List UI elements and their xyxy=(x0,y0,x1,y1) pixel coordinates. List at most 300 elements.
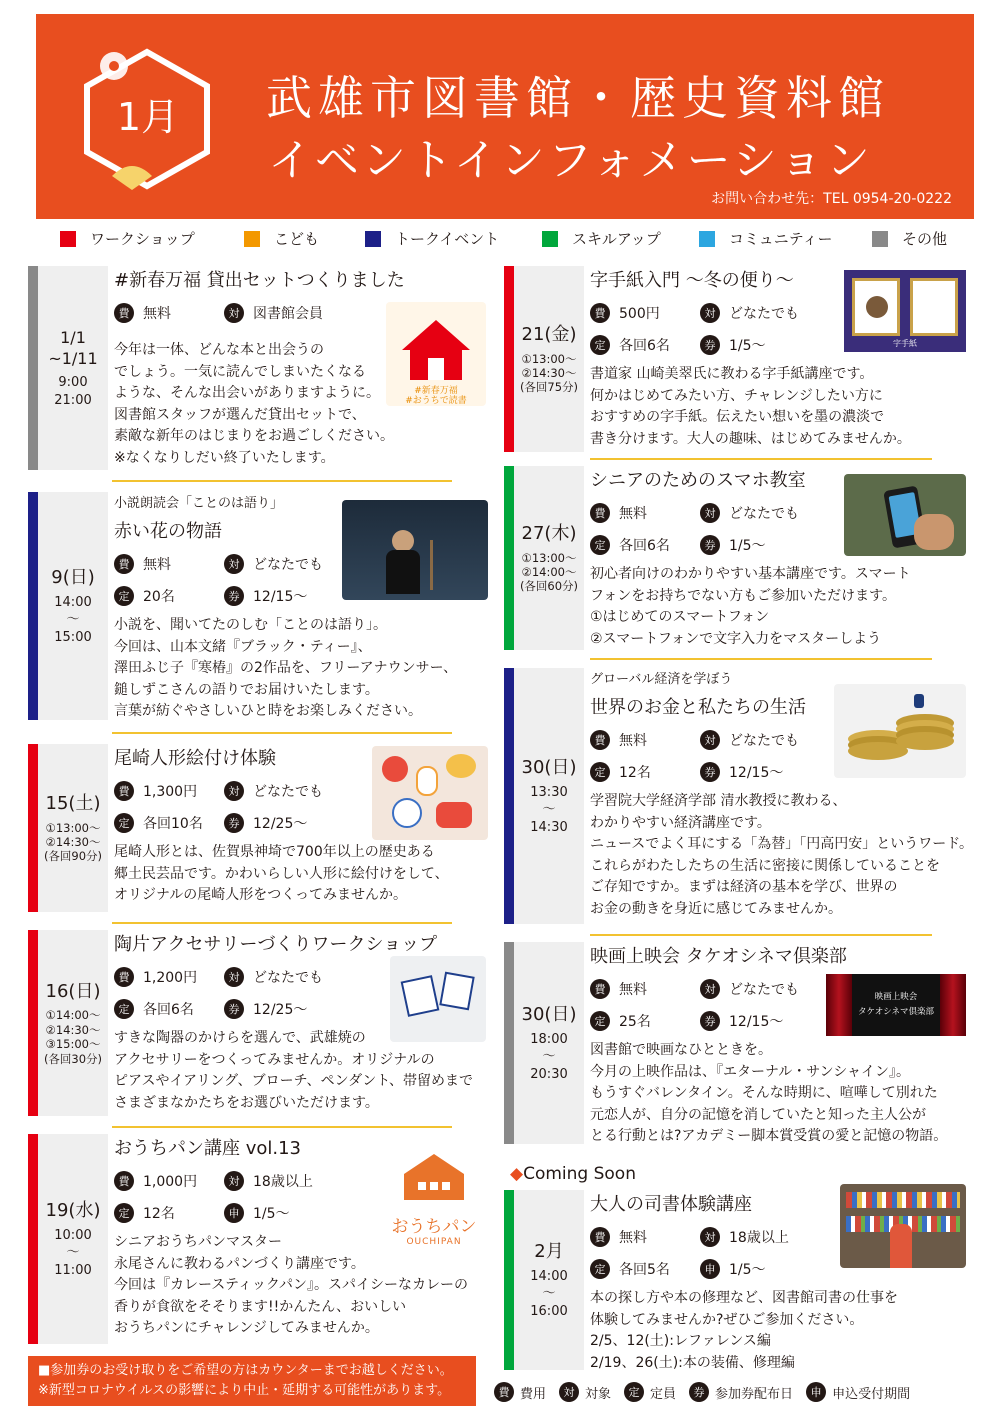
fee-value: 無料 xyxy=(619,733,647,749)
desc-line: お金の動きを身近に感じてみませんか。 xyxy=(590,900,842,917)
fee-item xyxy=(590,730,700,750)
event-description xyxy=(590,564,974,650)
capacity-item xyxy=(114,1203,224,1223)
fee-icon: 費 xyxy=(590,979,610,999)
fee-item xyxy=(114,967,224,987)
header-banner xyxy=(36,14,974,219)
event-description xyxy=(590,1040,974,1148)
event-date-column xyxy=(514,466,584,650)
category-bar xyxy=(28,744,38,912)
event-date: 30(日) xyxy=(521,1003,577,1025)
desc-line: ①はじめてのスマートフォン xyxy=(590,609,770,625)
target-value: どなたでも xyxy=(729,982,799,998)
fee-icon: 費 xyxy=(114,781,134,801)
fee-icon: 費 xyxy=(114,967,134,987)
legend-swatch xyxy=(60,231,76,247)
fee-value: 1,300円 xyxy=(143,784,198,800)
ticket-item xyxy=(224,586,307,606)
event-date: 15(土) xyxy=(45,793,101,815)
fee-item xyxy=(114,781,224,801)
ticket-item xyxy=(224,813,307,833)
event-date: 21(金) xyxy=(521,324,577,346)
notice-box xyxy=(28,1356,476,1406)
icon-key-legend xyxy=(494,1382,979,1402)
capacity-value: 各回6名 xyxy=(619,338,670,354)
event-duration: (各回90分) xyxy=(43,849,103,864)
capacity-value: 25名 xyxy=(619,1014,651,1030)
event-time-start: 14:00 xyxy=(54,594,92,610)
target-item xyxy=(224,1171,313,1191)
ticket-icon: 券 xyxy=(689,1382,709,1402)
desc-line: 今回は『カレースティックパン』。スパイシーなカレーの xyxy=(114,1277,469,1293)
event-card-doll-painting[interactable] xyxy=(28,744,490,912)
category-bar xyxy=(504,1190,514,1370)
legend-label: スキルアップ xyxy=(572,230,661,248)
ticket-value: 12/15〜 xyxy=(729,1014,784,1030)
desc-line: とる行動とは?アカデミー脚本賞受賞の愛と記憶の物語。 xyxy=(590,1128,948,1144)
event-date-column xyxy=(514,1190,584,1370)
desc-line: 学習院大学経済学部 清水教授に教わる、 xyxy=(590,793,847,809)
event-title: #新春万福 貸出セットつくりました xyxy=(114,270,405,291)
page-subtitle: イベントインフォメーション xyxy=(268,135,873,186)
desc-line: シニアおうちパンマスター xyxy=(114,1234,282,1250)
event-description xyxy=(114,842,490,907)
desc-line: 体験してみませんか?ぜひご参加ください。 xyxy=(590,1311,864,1328)
target-icon: 対 xyxy=(224,967,244,987)
event-duration: (各回30分) xyxy=(43,1051,103,1066)
fee-value: 無料 xyxy=(143,557,171,573)
fee-item xyxy=(590,303,700,323)
key-label: 申込受付期間 xyxy=(832,1386,911,1402)
key-capacity xyxy=(624,1382,676,1402)
divider xyxy=(112,480,452,482)
desc-line: 元恋人が、自分の記憶を消していたと知った主人公が xyxy=(590,1106,926,1123)
event-date-column xyxy=(38,930,108,1116)
time-separator: 〜 xyxy=(542,1286,556,1302)
capacity-icon: 定 xyxy=(590,1011,610,1031)
ticket-item xyxy=(700,762,783,782)
capacity-item xyxy=(114,999,224,1019)
event-time-end: 14:30 xyxy=(530,819,568,835)
fee-item xyxy=(590,1227,700,1247)
event-time-slot: ①13:00〜 xyxy=(521,550,577,565)
desc-line: オリジナルの尾崎人形をつくってみませんか。 xyxy=(114,887,408,903)
desc-line: 図書館スタッフが選んだ貸出セットで、 xyxy=(114,406,366,423)
target-item xyxy=(224,303,323,323)
legend-swatch xyxy=(872,231,888,247)
capacity-icon: 定 xyxy=(590,535,610,555)
fee-item xyxy=(114,554,224,574)
event-card-letter-writing[interactable] xyxy=(504,266,974,452)
event-time-slot: ②14:30〜 xyxy=(45,834,101,849)
ticket-value: 12/15〜 xyxy=(729,765,784,781)
target-item xyxy=(700,1227,789,1247)
event-time-start: 13:30 xyxy=(530,784,568,800)
desc-line: 今回は、山本文緒『ブラック・ティー』、 xyxy=(114,638,372,655)
image-caption: 字手紙 xyxy=(893,339,917,348)
ouchipan-logo xyxy=(378,1148,490,1248)
desc-line: ※なくなりしだい終了いたします。 xyxy=(114,449,335,466)
divider xyxy=(590,658,932,660)
target-icon: 対 xyxy=(700,730,720,750)
key-target xyxy=(559,1382,611,1402)
fee-item xyxy=(114,303,224,323)
image-caption: #新春万福 #おうちで読書 xyxy=(405,386,467,406)
image-caption: 映画上映会 タケオシネマ倶楽部 xyxy=(857,992,935,1017)
event-date-column xyxy=(38,492,108,720)
desc-line: わかりやすい経済講座です。 xyxy=(590,814,771,831)
capacity-icon: 定 xyxy=(590,335,610,355)
desc-line: ような、そんな出会いがありますように。 xyxy=(114,385,380,401)
legend-label: トークイベント xyxy=(395,230,500,248)
event-date: 27(木) xyxy=(521,523,577,545)
event-title: 世界のお金と私たちの生活 xyxy=(590,697,806,718)
apply-icon: 申 xyxy=(806,1382,826,1402)
event-time-end: 11:00 xyxy=(54,1262,92,1278)
desc-line: 素敵な新年のはじまりをお過ごしください。 xyxy=(114,428,394,444)
fee-item xyxy=(114,1171,224,1191)
capacity-item xyxy=(590,535,700,555)
capacity-icon: 定 xyxy=(624,1382,644,1402)
event-time-slot: ①13:00〜 xyxy=(45,820,101,835)
clay-dolls-photo xyxy=(372,746,488,840)
divider xyxy=(112,1126,452,1128)
desc-line: 2/5、12(土):レファレンス編 xyxy=(590,1333,771,1349)
desc-line: 書道家 山崎美翠氏に教わる字手紙講座です。 xyxy=(590,366,874,382)
capacity-icon: 定 xyxy=(114,999,134,1019)
coming-soon-heading xyxy=(510,1164,636,1184)
desc-line: これらがわたしたちの生活に密接に関係していることを xyxy=(590,857,940,874)
event-duration: (各回60分) xyxy=(519,579,579,594)
fee-item xyxy=(590,979,700,999)
event-time-slot: ②14:30〜 xyxy=(45,1022,101,1037)
event-time-start: 9:00 xyxy=(58,375,88,391)
fee-icon: 費 xyxy=(590,730,610,750)
legend-label: こども xyxy=(274,230,320,248)
desc-line: おうちパンにチャレンジしてみませんか。 xyxy=(114,1320,379,1336)
category-bar xyxy=(28,1134,38,1344)
cinema-curtain-image xyxy=(826,974,966,1036)
contact-info: お問い合わせ先：TEL 0954-20-0222 xyxy=(711,191,952,207)
divider xyxy=(590,458,932,460)
target-icon: 対 xyxy=(700,979,720,999)
capacity-value: 各回6名 xyxy=(619,538,670,554)
fee-icon: 費 xyxy=(590,1227,610,1247)
category-bar xyxy=(28,930,38,1116)
capacity-value: 12名 xyxy=(143,1206,175,1222)
target-item xyxy=(700,979,799,999)
desc-line: フォンをお持ちでない方もご参加いただけます。 xyxy=(590,587,897,604)
category-bar xyxy=(504,466,514,650)
fee-icon: 費 xyxy=(114,554,134,574)
fee-value: 無料 xyxy=(619,1230,647,1246)
apply-value: 1/5〜 xyxy=(253,1206,290,1222)
desc-line: もうすぐバレンタイン。そんな時期に、喧嘩して別れた xyxy=(590,1085,938,1101)
target-value: 図書館会員 xyxy=(253,306,323,322)
event-date-column xyxy=(514,668,584,924)
ticket-icon: 券 xyxy=(224,813,244,833)
legend-swatch xyxy=(699,231,715,247)
event-title: 赤い花の物語 xyxy=(114,521,222,542)
category-bar xyxy=(504,266,514,452)
event-title: 映画上映会 タケオシネマ倶楽部 xyxy=(590,946,847,967)
ticket-value: 12/25〜 xyxy=(253,1002,308,1018)
fee-icon: 費 xyxy=(590,503,610,523)
desc-line: ニュースでよく耳にする「為替」「円高円安」というワード。 xyxy=(590,836,974,852)
event-date: 30(日) xyxy=(521,756,577,778)
desc-line: おすすめの字手紙。伝えたい想いを墨の濃淡で xyxy=(590,409,885,425)
ticket-item xyxy=(700,335,766,355)
ticket-icon: 券 xyxy=(700,762,720,782)
fee-icon: 費 xyxy=(114,1171,134,1191)
legend-label: その他 xyxy=(902,230,948,248)
desc-line: ピアスやイアリング、ブローチ、ペンダント、帯留めまで xyxy=(114,1073,473,1089)
desc-line: 今月の上映作品は、『エターナル・サンシャイン』。 xyxy=(590,1063,910,1080)
desc-line: 永尾さんに教わるパンづくり講座です。 xyxy=(114,1255,365,1272)
ticket-icon: 券 xyxy=(700,335,720,355)
desc-line: 小説を、聞いてたのしむ「ことのは語り」。 xyxy=(114,617,387,633)
event-card-librarian-experience[interactable] xyxy=(504,1190,974,1370)
target-icon: 対 xyxy=(700,303,720,323)
event-description xyxy=(590,1288,974,1374)
target-item xyxy=(700,503,799,523)
event-time-start: 14:00 xyxy=(530,1268,568,1284)
logo-subtext: OUCHIPAN xyxy=(406,1237,462,1247)
time-separator: 〜 xyxy=(66,612,80,628)
target-item xyxy=(700,303,799,323)
fee-value: 1,000円 xyxy=(143,1174,198,1190)
event-card-bread-class[interactable] xyxy=(28,1134,490,1344)
event-description xyxy=(590,364,974,450)
capacity-item xyxy=(590,335,700,355)
event-time-slot: ①13:00〜 xyxy=(521,351,577,366)
event-card-economy[interactable] xyxy=(504,668,974,924)
logo-text: おうちパン xyxy=(391,1217,477,1237)
event-time-slot: ②14:30〜 xyxy=(521,365,577,380)
desc-line: 本の探し方や本の修理など、図書館司書の仕事を xyxy=(590,1290,898,1306)
divider xyxy=(112,922,452,924)
target-value: どなたでも xyxy=(729,733,799,749)
fee-value: 無料 xyxy=(619,982,647,998)
target-icon: 対 xyxy=(224,781,244,801)
fee-value: 500円 xyxy=(619,306,660,322)
target-icon: 対 xyxy=(224,1171,244,1191)
desc-line: 郷土民芸品です。かわいらしい人形に絵付けをして、 xyxy=(114,865,449,882)
legend-skillup xyxy=(542,228,661,249)
desc-line: ご存知ですか。まずは経済の基本を学び、世界の xyxy=(590,879,898,895)
target-item xyxy=(224,554,323,574)
event-date-column xyxy=(38,744,108,912)
desc-line: 鎚しずこさんの語りでお届けいたします。 xyxy=(114,681,379,698)
event-time-start: 18:00 xyxy=(530,1031,568,1047)
bread-house-icon xyxy=(378,1148,490,1208)
ticket-item xyxy=(700,1011,783,1031)
event-title: 陶片アクセサリーづくりワークショップ xyxy=(114,934,438,955)
coming-soon-label: Coming Soon xyxy=(523,1164,636,1184)
bookshelf-photo xyxy=(840,1184,966,1268)
fee-item xyxy=(590,503,700,523)
fee-icon: 費 xyxy=(590,303,610,323)
key-label: 参加券配布日 xyxy=(715,1386,794,1402)
key-label: 費用 xyxy=(520,1386,547,1402)
coins-photo xyxy=(834,684,966,778)
target-icon: 対 xyxy=(559,1382,579,1402)
event-card-pottery-accessory[interactable] xyxy=(28,930,490,1116)
target-value: どなたでも xyxy=(253,784,323,800)
category-bar xyxy=(504,942,514,1144)
legend-label: コミュニティー xyxy=(729,230,833,248)
ticket-item xyxy=(700,535,766,555)
time-separator: 〜 xyxy=(542,802,556,818)
event-date-column xyxy=(514,942,584,1144)
event-date-column xyxy=(38,1134,108,1344)
capacity-value: 各回5名 xyxy=(619,1262,670,1278)
event-time-slot: ②14:00〜 xyxy=(521,564,577,579)
capacity-item xyxy=(590,1011,700,1031)
event-date: 1/1 xyxy=(60,327,86,347)
event-time-end: 15:00 xyxy=(54,629,92,645)
event-card-smartphone-class[interactable] xyxy=(504,466,974,650)
divider xyxy=(590,934,932,936)
page-title: 武雄市図書館・歴史資料館 xyxy=(266,71,890,125)
capacity-value: 20名 xyxy=(143,589,175,605)
event-title: 大人の司書体験講座 xyxy=(590,1194,752,1215)
event-time-end: 20:30 xyxy=(530,1066,568,1082)
desc-line: 書き分けます。大人の趣味、はじめてみませんか。 xyxy=(590,430,911,447)
notice-line: ■参加券のお受け取りをご希望の方はカウンターまでお越しください。 xyxy=(38,1363,453,1378)
desc-line: 今年は一体、どんな本と出会うの xyxy=(114,342,324,358)
desc-line: 図書館で映画なひとときを。 xyxy=(590,1042,772,1058)
target-value: どなたでも xyxy=(729,506,799,522)
notice-line: ※新型コロナウイルスの影響により中止・延期する可能性があります。 xyxy=(38,1383,451,1398)
event-title: 尾崎人形絵付け体験 xyxy=(114,748,276,769)
category-bar xyxy=(504,668,514,924)
capacity-item xyxy=(590,1259,700,1279)
fee-value: 無料 xyxy=(619,506,647,522)
event-subtitle: 小説朗読会「ことのは語り」 xyxy=(114,496,284,511)
ticket-icon: 券 xyxy=(700,535,720,555)
desc-line: 澤田ふじ子『寒椿』の2作品を、フリーアナウンサー、 xyxy=(114,660,458,676)
desc-line: 香りが食欲をそそります!!かんたん、おいしい xyxy=(114,1298,407,1315)
ticket-item xyxy=(224,999,307,1019)
desc-line: 尾崎人形とは、佐賀県神埼で700年以上の歴史ある xyxy=(114,844,435,860)
ticket-icon: 券 xyxy=(224,586,244,606)
category-bar xyxy=(28,266,38,470)
legend-workshop xyxy=(60,228,195,249)
legend-swatch xyxy=(244,231,260,247)
target-value: どなたでも xyxy=(253,970,323,986)
desc-line: 何かはじめてみたい方、チャレンジしたい方に xyxy=(590,387,883,404)
capacity-value: 12名 xyxy=(619,765,651,781)
target-item xyxy=(700,730,799,750)
fee-icon: 費 xyxy=(114,303,134,323)
ticket-value: 1/5〜 xyxy=(729,538,766,554)
legend-swatch xyxy=(542,231,558,247)
time-separator: 〜 xyxy=(66,1245,80,1261)
letter-cards-photo xyxy=(844,270,966,352)
event-description xyxy=(114,615,490,723)
ticket-icon: 券 xyxy=(700,1011,720,1031)
event-time-start: 10:00 xyxy=(54,1227,92,1243)
target-icon: 対 xyxy=(700,1227,720,1247)
category-bar xyxy=(28,492,38,720)
event-date: 9(日) xyxy=(51,566,95,588)
apply-item xyxy=(700,1259,766,1279)
desc-line: 初心者向けのわかりやすい基本講座です。スマート xyxy=(590,566,911,582)
event-date: 16(日) xyxy=(45,981,101,1003)
event-description xyxy=(114,1232,490,1340)
capacity-value: 各回10名 xyxy=(143,816,203,832)
key-label: 定員 xyxy=(650,1386,677,1402)
pottery-shards-photo xyxy=(390,956,486,1042)
desc-line: さまざまなかたちをお選びいただけます。 xyxy=(114,1094,379,1111)
event-time-end: 21:00 xyxy=(54,392,92,408)
event-card-cinema[interactable] xyxy=(504,942,974,1144)
capacity-icon: 定 xyxy=(114,1203,134,1223)
ticket-value: 1/5〜 xyxy=(729,338,766,354)
target-value: どなたでも xyxy=(729,306,799,322)
key-fee xyxy=(494,1382,546,1402)
capacity-item xyxy=(590,762,700,782)
legend-label: ワークショップ xyxy=(90,230,195,248)
fee-value: 1,200円 xyxy=(143,970,198,986)
house-illustration xyxy=(386,302,486,406)
desc-line: アクセサリーをつくってみませんか。オリジナルの xyxy=(114,1051,435,1068)
desc-line: すきな陶器のかけらを選んで、武雄焼の xyxy=(114,1030,366,1046)
ticket-value: 12/15〜 xyxy=(253,589,308,605)
smartphone-photo xyxy=(844,474,966,556)
event-card-reading[interactable] xyxy=(28,492,490,720)
target-item xyxy=(224,967,323,987)
key-ticket xyxy=(689,1382,793,1402)
event-card-new-year-set[interactable] xyxy=(28,266,490,470)
key-apply xyxy=(806,1382,910,1402)
divider xyxy=(112,732,452,734)
legend-other xyxy=(872,228,947,249)
event-date-column xyxy=(514,266,584,452)
desc-line: 2/19、26(土):本の装備、修理編 xyxy=(590,1354,795,1371)
capacity-icon: 定 xyxy=(114,586,134,606)
time-separator: 〜 xyxy=(542,1049,556,1065)
event-time-slot: ①14:00〜 xyxy=(45,1008,101,1023)
legend-kids xyxy=(244,228,319,249)
ticket-value: 12/25〜 xyxy=(253,816,308,832)
target-icon: 対 xyxy=(224,554,244,574)
event-subtitle: グローバル経済を学ぼう xyxy=(590,672,733,687)
fee-icon: 費 xyxy=(494,1382,514,1402)
apply-item xyxy=(224,1203,290,1223)
event-date-column xyxy=(38,266,108,470)
event-time-slot: ③15:00〜 xyxy=(45,1037,101,1052)
target-icon: 対 xyxy=(224,303,244,323)
target-value: どなたでも xyxy=(253,557,323,573)
event-date: 19(水) xyxy=(45,1199,101,1221)
month-label: 1月 xyxy=(116,95,180,139)
fee-value: 無料 xyxy=(143,306,171,322)
event-duration: (各回75分) xyxy=(519,380,579,395)
legend-talk xyxy=(365,228,499,249)
capacity-item xyxy=(114,813,224,833)
event-description xyxy=(590,791,974,920)
legend-community xyxy=(699,228,833,249)
capacity-icon: 定 xyxy=(114,813,134,833)
capacity-icon: 定 xyxy=(590,762,610,782)
event-title: シニアのためのスマホ教室 xyxy=(590,470,806,491)
target-value: 18歳以上 xyxy=(729,1230,789,1246)
key-label: 対象 xyxy=(585,1386,612,1402)
category-legend xyxy=(60,228,960,254)
event-title: 字手紙入門 〜冬の便り〜 xyxy=(590,270,794,291)
